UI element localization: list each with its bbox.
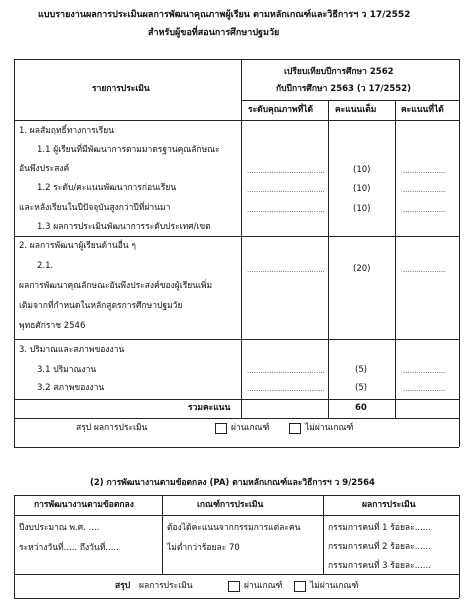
- pa-pass-label: ผ่านเกณฑ์: [244, 581, 283, 591]
- pa-fail-label: ไม่ผ่านเกณฑ์: [310, 581, 359, 591]
- report-title: แบบรายงานผลการประเมินผลการพัฒนาคุณภาพผู้เรียน ตามหลักเกณฑ์และวิธีการฯ ว 17/2552: [38, 10, 411, 20]
- score-blank: ...................: [403, 186, 446, 194]
- section2-item-number: 2.1.: [37, 261, 54, 271]
- fail-checkbox[interactable]: [289, 423, 301, 434]
- pa-header-criteria: เกณฑ์การประเมิน: [197, 500, 264, 510]
- total-value: 60: [355, 403, 367, 413]
- pa-summary-bold-label: สรุป: [115, 581, 131, 591]
- pa-result-committee-3: กรรมการคนที่ 3 ร้อยละ......: [328, 561, 431, 571]
- section1-item1-line1: 1.1 ผู้เรียนที่มีพัฒนาการตามมาตรฐานคุณลักษณะ: [37, 145, 220, 155]
- section3-title: 3. ปริมาณและสภาพของงาน: [19, 345, 125, 355]
- level-blank: ...................................: [247, 266, 325, 274]
- section1-item1-line2: อันพึงประสงค์: [19, 164, 70, 174]
- section2-title: 2. ผลการพัฒนาผู้เรียนด้านอื่น ๆ: [19, 241, 136, 251]
- section1-item1-full-score: (10): [353, 165, 371, 175]
- pass-label: ผ่านเกณฑ์: [231, 423, 270, 433]
- section1-item3: 1.3 ผลการประเมินพัฒนาการระดับประเทศ/เขต: [37, 222, 211, 232]
- pa-header-agreement: การพัฒนางานตามข้อตกลง: [34, 500, 134, 510]
- section2-line2: เติมจากที่กำหนดในหลักสูตรการศึกษาปฐมวัย: [19, 301, 183, 311]
- pa-result-committee-2: กรรมการคนที่ 2 ร้อยละ......: [328, 542, 431, 552]
- section1-item3-full-score: (10): [353, 204, 371, 214]
- pa-section-title: (2) การพัฒนางานตามข้อตกลง (PA) ตามหลักเกณฑ์และวิธีการฯ ว 9/2564: [90, 478, 375, 488]
- level-column-header: ระดับคุณภาพที่ได้: [248, 105, 313, 115]
- pa-criteria-line2: ไม่ต่ำกว่าร้อยละ 70: [167, 543, 240, 553]
- section2-line1: ผลการพัฒนาคุณลักษณะอันพึงประสงค์ของผู้เรียนเพิ่ม: [19, 281, 213, 291]
- pa-pass-checkbox[interactable]: [228, 581, 240, 592]
- score-blank: ...................: [403, 385, 446, 393]
- fail-label: ไม่ผ่านเกณฑ์: [305, 423, 354, 433]
- section1-item2-line2: และหลังเรียนในปีปัจจุบันสูงกว่าปีที่ผ่านมา: [19, 203, 171, 213]
- section3-item1: 3.1 ปริมาณงาน: [37, 365, 97, 375]
- compare-header-line2: กับปีการศึกษา 2563 (ว 17/2552): [276, 84, 412, 94]
- section3-item1-full-score: (5): [355, 365, 368, 375]
- section3-item2-full-score: (5): [355, 383, 368, 393]
- item-column-header: รายการประเมิน: [92, 84, 150, 94]
- section1-item2-full-score: (10): [353, 184, 371, 194]
- section1-title: 1. ผลสัมฤทธิ์ทางการเรียน: [19, 126, 115, 136]
- pa-header-result: ผลการประเมิน: [362, 500, 416, 510]
- total-label: รวมคะแนน: [188, 403, 231, 413]
- level-blank: ...................................: [247, 167, 325, 175]
- pa-fail-checkbox[interactable]: [294, 581, 306, 592]
- score-blank: ...................: [403, 367, 446, 375]
- level-blank: ...................................: [247, 385, 325, 393]
- section2-line3: พุทธศักราช 2546: [19, 321, 86, 331]
- level-blank: ...................................: [247, 186, 325, 194]
- pa-result-committee-1: กรรมการคนที่ 1 ร้อยละ......: [328, 523, 431, 533]
- score-blank: ...................: [403, 167, 446, 175]
- summary-label: สรุป ผลการประเมิน: [76, 423, 148, 433]
- section3-item2: 3.2 สภาพของงาน: [37, 383, 105, 393]
- pa-summary-label: ผลการประเมิน: [139, 581, 193, 591]
- score-blank: ...................: [403, 266, 446, 274]
- section1-item2-line1: 1.2 ระดับ/คะแนนพัฒนาการก่อนเรียน: [37, 183, 177, 193]
- section2-full-score: (20): [353, 264, 371, 274]
- pa-fiscal-year: ปีงบประมาณ พ.ศ. ....: [19, 523, 100, 533]
- pass-checkbox[interactable]: [215, 423, 227, 434]
- pa-date-range: ระหว่างวันที่..... ถึงวันที่.....: [19, 543, 119, 553]
- score-blank: ...................: [403, 206, 446, 214]
- got-score-column-header: คะแนนที่ได้: [401, 105, 444, 115]
- pa-criteria-line1: ต้องได้คะแนนจากกรรมการแต่ละคน: [167, 523, 301, 533]
- compare-header-line1: เปรียบเทียบปีการศึกษา 2562: [284, 67, 394, 77]
- report-subtitle: สำหรับผู้ขอที่สอนการศึกษาปฐมวัย: [148, 28, 280, 38]
- level-blank: ...................................: [247, 367, 325, 375]
- full-score-column-header: คะแนนเต็ม: [335, 105, 377, 115]
- level-blank: ...................................: [247, 206, 325, 214]
